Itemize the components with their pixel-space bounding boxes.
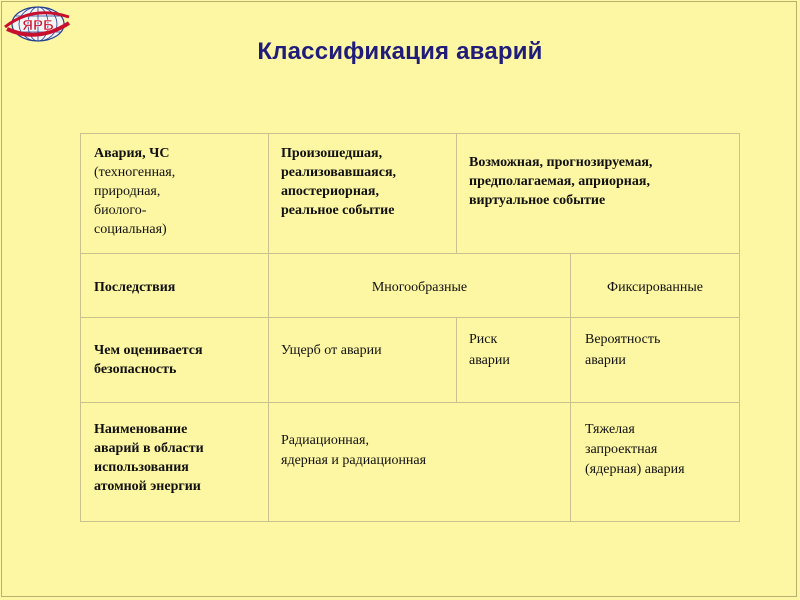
table-cell: Произошедшая, реализовавшаяся, апостериорная, реальное событие (281, 146, 397, 218)
logo-text: ЯРБ (22, 17, 54, 34)
classification-table (80, 133, 740, 522)
table-cell: Фиксированные (607, 280, 703, 295)
column-divider (456, 134, 457, 253)
row-divider (80, 253, 740, 254)
table-cell: Тяжелая запроектная (ядерная) авария (585, 422, 685, 477)
column-divider (456, 317, 457, 402)
table-cell: Риск аварии (469, 332, 510, 368)
page-title: Классификация аварий (257, 38, 543, 65)
table-cell (94, 144, 264, 239)
table-cell: Ущерб от аварии (281, 343, 382, 358)
row-divider (80, 402, 740, 403)
table-cell: Возможная, прогнозируемая, предполагаемая, априорная, виртуальное событие (469, 155, 653, 208)
column-divider (739, 134, 740, 521)
table-cell: Наименование аварий в области использования атомной энергии (94, 422, 204, 494)
table-cell: Чем оценивается безопасность (94, 343, 203, 377)
table-cell: Вероятность аварии (585, 332, 661, 368)
table-cell: Радиационная, ядерная и радиационная (281, 433, 427, 468)
table-cell: Последствия (94, 280, 176, 295)
table-cell: Многообразные (371, 280, 468, 295)
cell-heading: Авария, ЧС (94, 146, 170, 161)
column-divider (80, 134, 81, 521)
column-divider (268, 134, 269, 521)
cell-text: (техногенная, природная, биолого- социальная) (94, 165, 176, 237)
row-divider (80, 317, 740, 318)
